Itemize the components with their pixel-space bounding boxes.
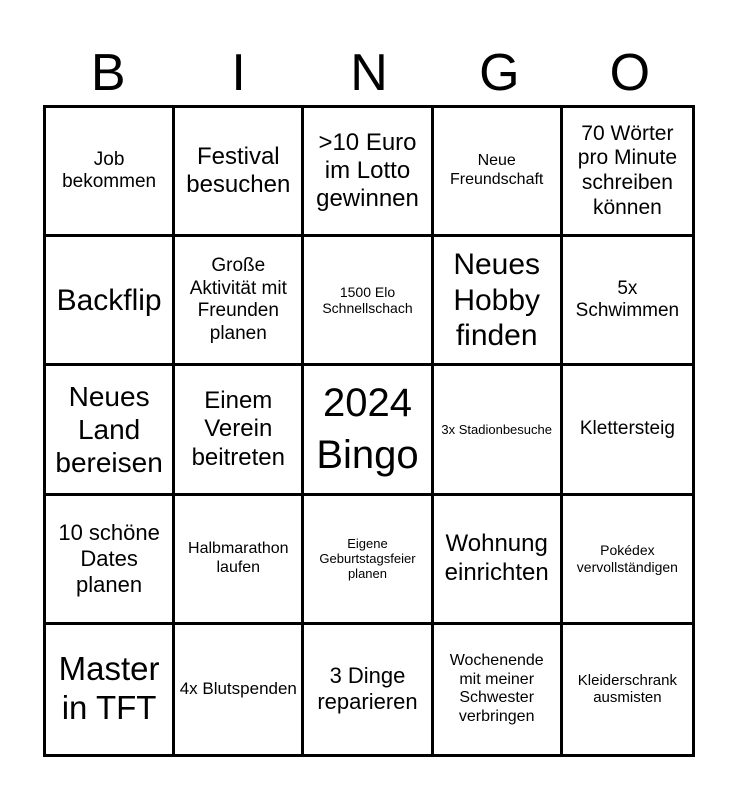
cell-text: 3x Stadionbesuche: [441, 421, 552, 437]
cell-text: 4x Blutspenden: [179, 679, 297, 699]
bingo-cell[interactable]: [563, 625, 692, 754]
bingo-cell[interactable]: [46, 108, 175, 237]
cell-text: Klettersteig: [579, 418, 675, 440]
bingo-cell[interactable]: [434, 625, 563, 754]
bingo-cell[interactable]: [563, 366, 692, 495]
header-letter-o: O: [609, 44, 651, 102]
bingo-cell[interactable]: [304, 625, 433, 754]
bingo-cell[interactable]: [175, 108, 304, 237]
bingo-cell[interactable]: [175, 366, 304, 495]
bingo-cell[interactable]: [46, 237, 175, 366]
bingo-cell[interactable]: [304, 496, 433, 625]
cell-text: Festival besuchen: [186, 142, 291, 199]
cell-text: Pokédex vervollständigen: [576, 542, 678, 575]
cell-text: Master in TFT: [58, 650, 160, 727]
bingo-cell[interactable]: [563, 496, 692, 625]
cell-text: Neues Land bereisen: [55, 380, 163, 478]
header-letter-i: I: [231, 44, 246, 102]
cell-text: >10 Euro im Lotto gewinnen: [316, 128, 419, 213]
header-letter-g: G: [479, 44, 520, 102]
cell-text: Kleiderschrank ausmisten: [577, 671, 677, 707]
bingo-cell[interactable]: [46, 366, 175, 495]
cell-text: Wohnung einrichten: [444, 530, 549, 586]
bingo-cell[interactable]: [563, 237, 692, 366]
cell-text: Neue Freundschaft: [449, 152, 544, 189]
bingo-cell[interactable]: [434, 237, 563, 366]
bingo-cell[interactable]: [46, 496, 175, 625]
cell-text: 1500 Elo Schnellschach: [322, 283, 413, 317]
bingo-cell[interactable]: [46, 625, 175, 754]
cell-text: 3 Dinge reparieren: [317, 663, 418, 715]
bingo-grid: [43, 105, 695, 757]
bingo-cell[interactable]: [434, 108, 563, 237]
cell-text: Halbmarathon laufen: [188, 539, 289, 576]
bingo-cell[interactable]: [563, 108, 692, 237]
header-letter-n: N: [350, 44, 388, 102]
bingo-cell[interactable]: [434, 366, 563, 495]
header-letter-b: B: [90, 44, 126, 102]
bingo-cell free-space[interactable]: [304, 366, 433, 495]
cell-text: Backflip: [56, 283, 162, 317]
cell-text: 70 Wörter pro Minute schreiben können: [577, 121, 677, 219]
bingo-cell[interactable]: [304, 108, 433, 237]
cell-text: Einem Verein beitreten: [191, 387, 285, 471]
bingo-cell[interactable]: [175, 625, 304, 754]
bingo-cell[interactable]: [434, 496, 563, 625]
bingo-cell[interactable]: [175, 237, 304, 366]
cell-text: Job bekommen: [62, 148, 157, 193]
cell-text: Eigene Geburtstagsfeier planen: [319, 535, 416, 582]
bingo-cell[interactable]: [175, 496, 304, 625]
bingo-header: [43, 42, 695, 104]
cell-text: Wochenende mit meiner Schwester verbringen: [449, 651, 544, 726]
free-space-text: 2024 Bingo: [316, 381, 419, 478]
cell-text: Neues Hobby finden: [453, 248, 541, 352]
cell-text: 5x Schwimmen: [575, 277, 680, 322]
cell-text: Große Aktivität mit Freunden planen: [189, 255, 287, 344]
cell-text: 10 schöne Dates planen: [58, 519, 160, 597]
bingo-cell[interactable]: [304, 237, 433, 366]
